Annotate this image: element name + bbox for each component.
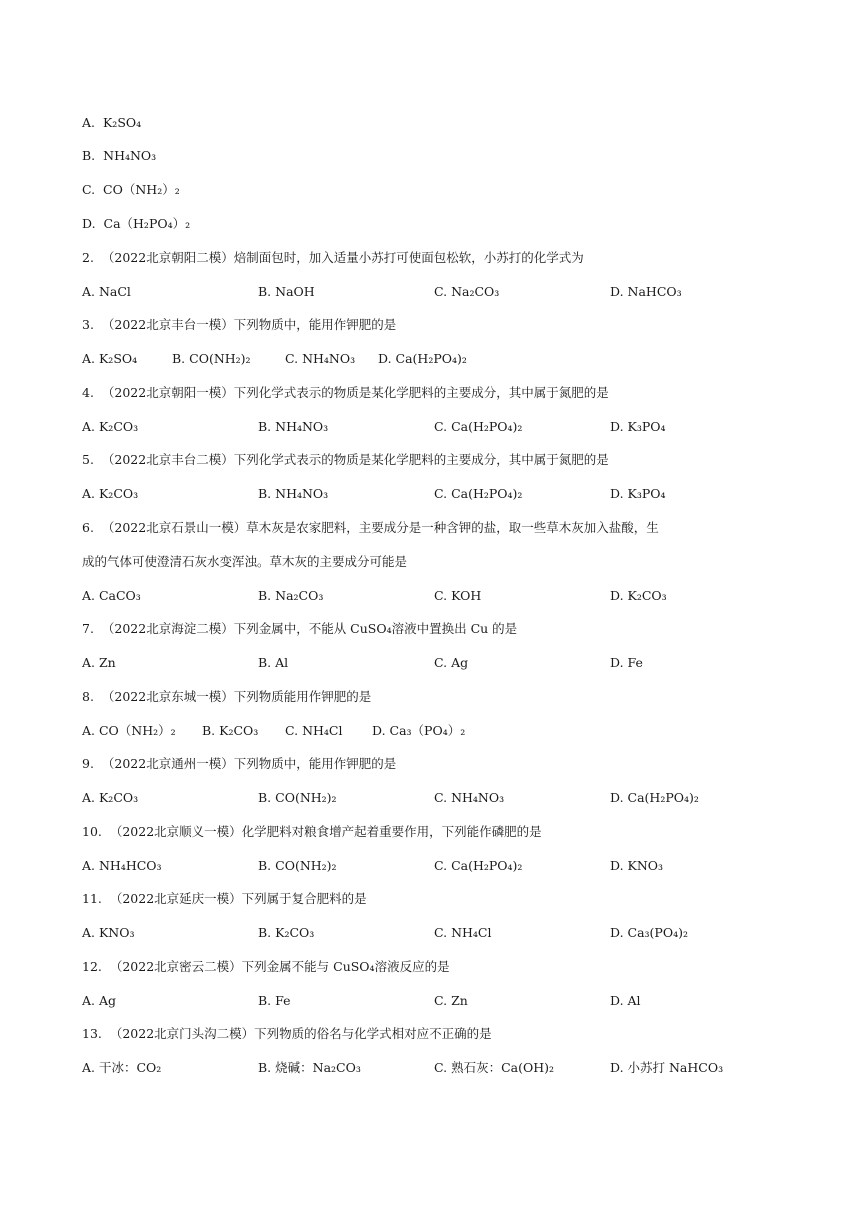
q1-option-b: B. NH₄NO₃ (82, 148, 157, 163)
option-d: D. Fe (610, 655, 643, 670)
option-a: A. K₂CO₃ (82, 790, 139, 805)
option-d: D. NaHCO₃ (610, 284, 682, 299)
option-a: A. CO（NH₂）₂ (82, 723, 176, 738)
option-b: B. K₂CO₃ (202, 723, 259, 738)
option-a: A. Zn (82, 655, 116, 670)
option-b: B. NaOH (258, 284, 315, 299)
question-10-stem: 10. （2022北京顺义一模）化学肥料对粮食增产起着重要作用，下列能作磷肥的是 (82, 824, 542, 839)
option-b: B. K₂CO₃ (258, 925, 315, 940)
option-a: A. NaCl (82, 284, 131, 299)
option-b: B. CO(NH₂)₂ (258, 790, 337, 805)
option-b: B. NH₄NO₃ (258, 486, 329, 501)
question-5-stem: 5. （2022北京丰台二模）下列化学式表示的物质是某化学肥料的主要成分，其中属于氮肥的是 (82, 452, 609, 467)
option-c: C. Na₂CO₃ (434, 284, 500, 299)
option-d: D. K₃PO₄ (610, 486, 666, 501)
q1-option-a: A. K₂SO₄ (82, 115, 142, 130)
option-c: C. Ag (434, 655, 469, 670)
option-d: D. Ca₃（PO₄）₂ (372, 723, 466, 738)
option-a: A. CaCO₃ (82, 588, 141, 603)
option-a: A. Ag (82, 993, 117, 1008)
option-c: C. NH₄NO₃ (285, 351, 356, 366)
option-d: D. Ca(H₂PO₄)₂ (610, 790, 699, 805)
option-d: D. Ca₃(PO₄)₂ (610, 925, 688, 940)
option-a: A. K₂SO₄ (82, 351, 138, 366)
option-d: D. 小苏打 NaHCO₃ (610, 1060, 724, 1075)
option-a: A. K₂CO₃ (82, 486, 139, 501)
option-b: B. Na₂CO₃ (258, 588, 324, 603)
option-b: B. NH₄NO₃ (258, 419, 329, 434)
option-a: A. KNO₃ (82, 925, 135, 940)
option-c: C. Ca(H₂PO₄)₂ (434, 858, 523, 873)
q1-option-d: D. Ca（H₂PO₄）₂ (82, 216, 191, 231)
option-c: C. KOH (434, 588, 482, 603)
option-b: B. CO(NH₂)₂ (172, 351, 251, 366)
question-3-stem: 3. （2022北京丰台一模）下列物质中，能用作钾肥的是 (82, 317, 397, 332)
option-b: B. 烧碱：Na₂CO₃ (258, 1060, 361, 1075)
option-c: C. Ca(H₂PO₄)₂ (434, 486, 523, 501)
question-7-stem: 7. （2022北京海淀二模）下列金属中，不能从 CuSO₄溶液中置换出 Cu 的是 (82, 621, 518, 636)
option-c: C. NH₄NO₃ (434, 790, 505, 805)
option-b: B. Al (258, 655, 289, 670)
question-8-stem: 8. （2022北京东城一模）下列物质能用作钾肥的是 (82, 689, 372, 704)
option-d: D. KNO₃ (610, 858, 664, 873)
option-b: B. Fe (258, 993, 291, 1008)
option-c: C. NH₄Cl (434, 925, 492, 940)
question-2-stem: 2. （2022北京朝阳二模）焙制面包时，加入适量小苏打可使面包松软，小苏打的化学式为 (82, 250, 584, 265)
question-6-stem: 6. （2022北京石景山一模）草木灰是农家肥料，主要成分是一种含钾的盐，取一些草木灰加入盐酸，生 (82, 520, 659, 535)
question-9-stem: 9. （2022北京通州一模）下列物质中，能用作钾肥的是 (82, 756, 397, 771)
option-a: A. NH₄HCO₃ (82, 858, 162, 873)
question-13-stem: 13. （2022北京门头沟二模）下列物质的俗名与化学式相对应不正确的是 (82, 1026, 492, 1041)
option-d: D. Al (610, 993, 641, 1008)
q1-option-c: C. CO（NH₂）₂ (82, 182, 180, 197)
option-c: C. NH₄Cl (285, 723, 343, 738)
option-a: A. K₂CO₃ (82, 419, 139, 434)
option-c: C. Ca(H₂PO₄)₂ (434, 419, 523, 434)
option-c: C. Zn (434, 993, 468, 1008)
option-b: B. CO(NH₂)₂ (258, 858, 337, 873)
question-12-stem: 12. （2022北京密云二模）下列金属不能与 CuSO₄溶液反应的是 (82, 959, 450, 974)
question-4-stem: 4. （2022北京朝阳一模）下列化学式表示的物质是某化学肥料的主要成分，其中属于氮肥的是 (82, 385, 609, 400)
option-d: D. K₃PO₄ (610, 419, 666, 434)
option-d: D. Ca(H₂PO₄)₂ (378, 351, 467, 366)
question-6-stem-continued: 成的气体可使澄清石灰水变浑浊。草木灰的主要成分可能是 (82, 554, 408, 569)
option-c: C. 熟石灰：Ca(OH)₂ (434, 1060, 554, 1075)
option-d: D. K₂CO₃ (610, 588, 667, 603)
question-11-stem: 11. （2022北京延庆一模）下列属于复合肥料的是 (82, 891, 367, 906)
option-a: A. 干冰：CO₂ (82, 1060, 162, 1075)
